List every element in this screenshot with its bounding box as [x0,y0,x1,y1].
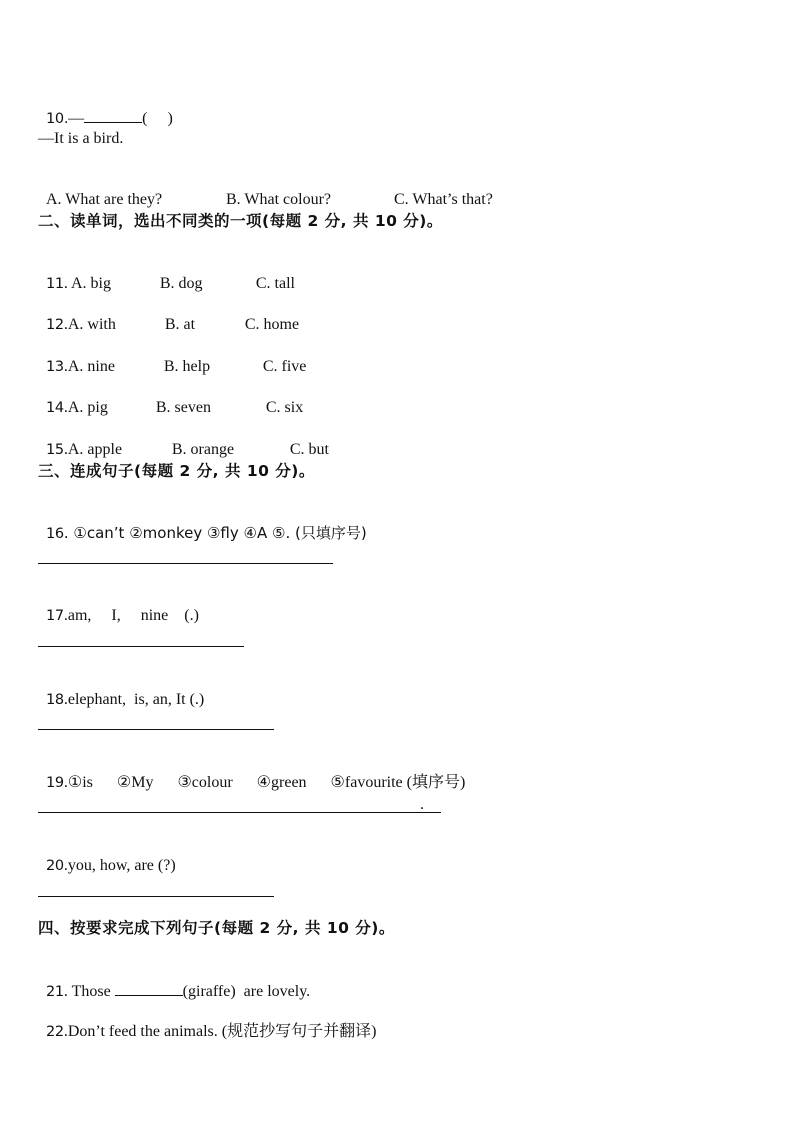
q21-text-before: . Those [63,983,115,1000]
q12-option-b: B. at [164,316,196,333]
q21-blank[interactable] [115,981,183,996]
q20-answer-line[interactable] [38,896,274,897]
q19-number: 19 [46,775,64,791]
q14-number: 14 [46,400,64,416]
q18-row [38,670,204,710]
section2-title: 二、读单词，选出不同类的一项(每题 2 分, 共 10 分)。 [38,212,443,230]
q18-number: 18 [46,692,64,708]
q10-option-c: C. What’s that? [394,191,493,208]
q12-option-c: C. home [244,316,300,333]
q14-option-c: C. six [265,399,304,416]
q10-dash: — [68,110,85,127]
q16-answer-line[interactable] [38,563,333,564]
q11-option-b: B. dog [159,275,203,292]
q20-number: 20 [46,858,64,874]
q22-text: .Don’t feed the animals. (规范抄写句子并翻译) [63,1023,377,1040]
q10-blank[interactable] [84,108,142,123]
q16-number: 16 [46,526,64,542]
q10-answer: —It is a bird. [38,130,124,147]
q19-period: . [420,796,424,813]
q13-option-b: B. help [163,358,211,375]
q14-option-b: B. seven [155,399,211,416]
q17-answer-line[interactable] [38,646,244,647]
q17-row [38,586,199,626]
q10-paren: ( ) [142,110,173,127]
section4-title: 四、按要求完成下列句子(每题 2 分, 共 10 分)。 [38,919,395,937]
q20-text: .you, how, are (?) [63,857,176,874]
q10-number: 10. [46,111,69,127]
q19-answer-line[interactable] [38,812,441,813]
q13-number: 13 [46,359,64,375]
q11-number: 11 [46,276,64,292]
q22-number: 22 [46,1024,64,1040]
q17-number: 17 [46,608,64,624]
q13-option-c: C. five [262,358,307,375]
q12-option-a: .A. with [63,316,116,333]
q21-row [38,961,310,1002]
q15-option-a: .A. apple [63,441,123,458]
q12-row [38,295,299,335]
q11-row [38,254,295,294]
q12-number: 12 [46,317,64,333]
q19-text: .①is ②My ③colour ④green ⑤favourite (填序号) [63,774,466,791]
q15-option-c: C. but [289,441,329,458]
q14-row [38,378,303,418]
q15-row [38,420,329,460]
section3-title: 三、连成句子(每题 2 分, 共 10 分)。 [38,462,315,480]
q13-option-a: .A. nine [63,358,115,375]
q17-text: .am, I, nine (.) [63,607,199,624]
q21-text-after: (giraffe) are lovely. [182,983,311,1000]
q15-number: 15 [46,442,64,458]
q13-row [38,337,306,377]
q15-option-b: B. orange [171,441,235,458]
q10-question [38,88,173,129]
q10-option-a: A. What are they? [46,191,163,208]
q14-option-a: .A. pig [63,399,108,416]
q11-option-c: C. tall [255,275,295,292]
q18-text: .elephant, is, an, It (.) [63,691,205,708]
q22-row [38,1002,376,1042]
q16-text: . ①can’t ②monkey ③fly ④A ⑤. (只填序号) [63,524,367,542]
q10-options [38,170,493,210]
q16-row [38,503,367,544]
q18-answer-line[interactable] [38,729,274,730]
q20-row [38,836,176,876]
q19-row [38,753,465,793]
q11-option-a: . A. big [63,275,111,292]
q10-option-b: B. What colour? [226,191,332,208]
q21-number: 21 [46,984,64,1000]
